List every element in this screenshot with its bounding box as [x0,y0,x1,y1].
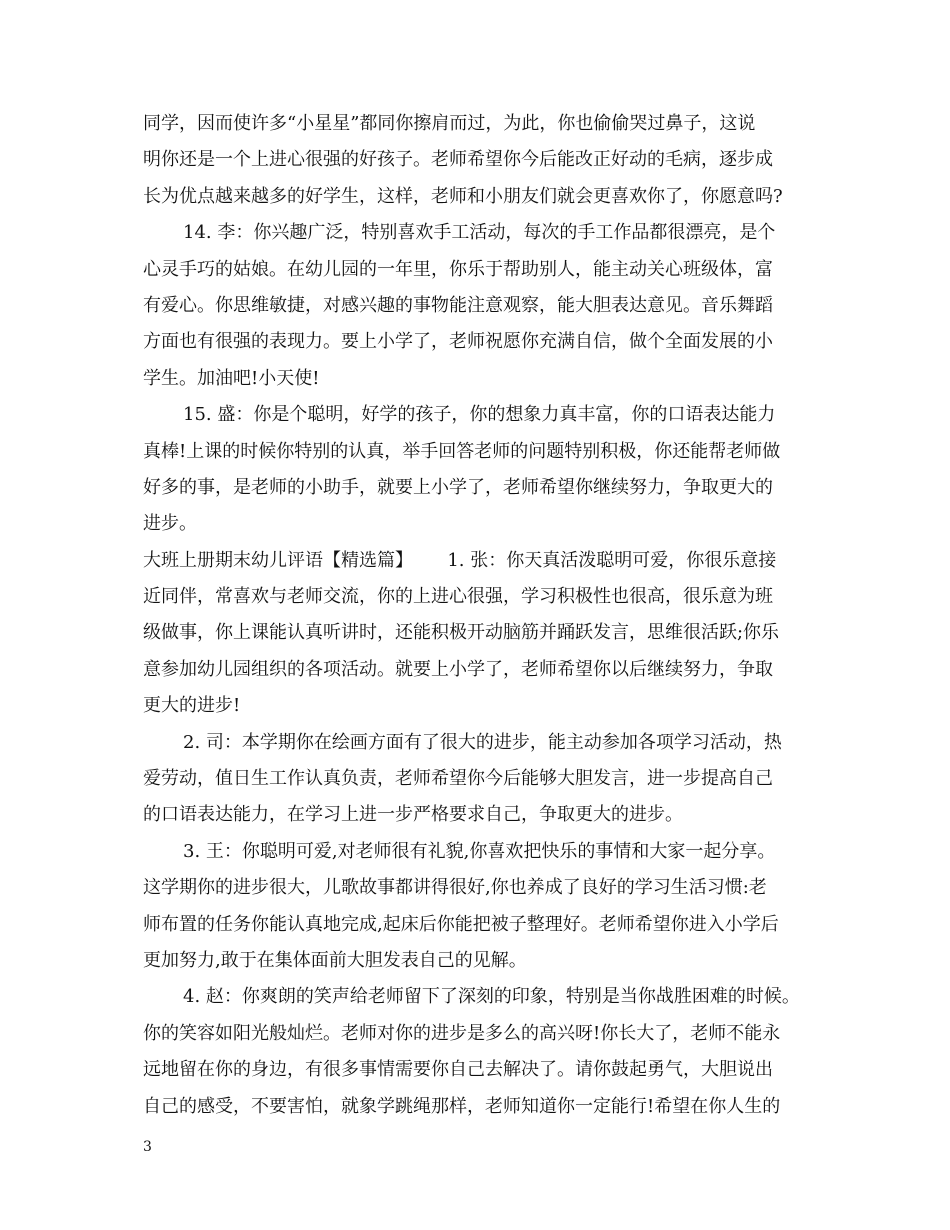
text-line: 真棒!上课的时候你特别的认真，举手回答老师的问题特别积极，你还能帮老师做 [143,440,781,462]
text-line: 有爱心。你思维敏捷，对感兴趣的事物能注意观察，能大胆表达意见。音乐舞蹈 [143,294,773,316]
text-line: 进步。 [143,513,197,535]
text-line: 明你还是一个上进心很强的好孩子。老师希望你今后能改正好动的毛病，逐步成 [143,149,773,171]
text-line: 爱劳动，值日生工作认真负责，老师希望你今后能够大胆发言，进一步提高自己 [143,768,773,790]
text-line: 同学，因而使许多“小星星”都同你擦肩而过，为此，你也偷偷哭过鼻子，这说 [143,113,756,134]
text-line: 师布置的任务你能认真地完成,起床后你能把被子整理好。老师希望你进入小学后 [143,913,779,935]
text-line-item-2: 2. 司：本学期你在绘画方面有了很大的进步，能主动参加各项学习活动，热 [183,731,782,753]
text-line: 更大的进步! [143,695,241,717]
text-line-item-4: 4. 赵：你爽朗的笑声给老师留下了深刻的印象，特别是当你战胜困难的时候。 [183,986,800,1008]
text-line: 更加努力,敢于在集体面前大胆发表自己的见解。 [143,949,527,971]
text-line: 的口语表达能力，在学习上进一步严格要求自己，争取更大的进步。 [143,804,683,826]
text-line: 长为优点越来越多的好学生，这样，老师和小朋友们就会更喜欢你了，你愿意吗? [143,185,783,207]
page-number: 3 [143,1139,152,1155]
text-line: 你的笑容如阳光般灿烂。老师对你的进步是多么的高兴呀!你长大了，老师不能永 [143,1022,781,1044]
text-line-item-3: 3. 王：你聪明可爱,对老师很有礼貌,你喜欢把快乐的事情和大家一起分享。 [183,840,776,862]
text-line: 学生。加油吧!小天使! [143,367,320,389]
text-line: 级做事，你上课能认真听讲时，还能积极开动脑筋并踊跃发言，思维很活跃;你乐 [143,622,780,644]
text-line: 好多的事，是老师的小助手，就要上小学了，老师希望你继续努力，争取更大的 [143,476,773,498]
text-line: 远地留在你的身边，有很多事情需要你自己去解决了。请你鼓起勇气，大胆说出 [143,1059,773,1081]
text-line: 方面也有很强的表现力。要上小学了，老师祝愿你充满自信，做个全面发展的小 [143,331,773,353]
document-body [143,106,815,1125]
section-heading-line: 大班上册期末幼儿评语【精选篇】 1. 张：你天真活泼聪明可爱，你很乐意接 [143,549,777,571]
text-line: 这学期你的进步很大，儿歌故事都讲得很好,你也养成了良好的学习生活习惯:老 [143,877,767,899]
text-line-item-14: 14. 李：你兴趣广泛，特别喜欢手工活动，每次的手工作品都很漂亮，是个 [183,222,776,244]
text-line: 心灵手巧的姑娘。在幼儿园的一年里，你乐于帮助别人，能主动关心班级体，富 [143,258,773,280]
text-line: 意参加幼儿园组织的各项活动。就要上小学了，老师希望你以后继续努力，争取 [143,658,773,680]
text-line-item-15: 15. 盛：你是个聪明，好学的孩子，你的想象力真丰富，你的口语表达能力 [183,404,776,426]
text-line: 自己的感受，不要害怕，就象学跳绳那样，老师知道你一定能行!希望在你人生的 [143,1095,781,1117]
text-line: 近同伴，常喜欢与老师交流，你的上进心很强，学习积极性也很高，很乐意为班 [143,586,773,608]
